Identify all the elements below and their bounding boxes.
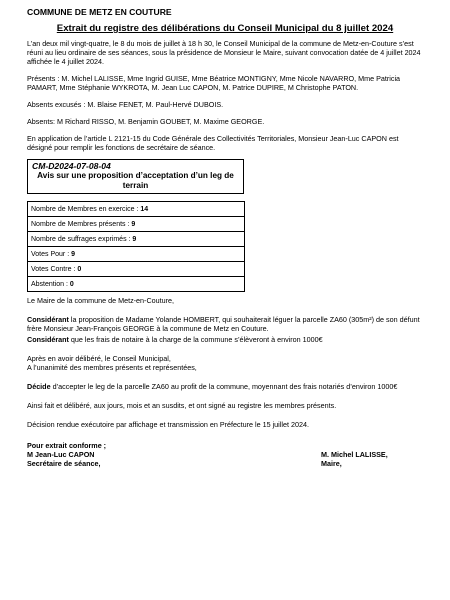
signature-left xyxy=(27,441,106,468)
certified-label: Pour extrait conforme ; xyxy=(27,441,107,450)
vote-cell xyxy=(28,262,245,277)
vote-cell xyxy=(28,247,245,262)
vote-label: Votes Contre : xyxy=(31,265,78,273)
mayor-line: Le Maire de la commune de Metz-en-Couture, xyxy=(27,296,175,305)
vote-row xyxy=(28,202,245,217)
signature-right xyxy=(321,441,423,468)
secretary-name: M Jean-Luc CAPON xyxy=(27,450,95,459)
deliberation-reference-box xyxy=(27,159,244,194)
vote-label: Abstention : xyxy=(31,280,70,288)
vote-cell xyxy=(28,232,245,247)
vote-cell xyxy=(28,202,245,217)
unanimity-line: A l’unanimité des membres présents et représentées, xyxy=(27,363,197,372)
decision-lead: Décide xyxy=(27,382,51,391)
present-members: Présents : M. Michel LALISSE, Mme Ingrid GUISE, Mme Béatrice MONTIGNY, Mme Nicole NAVARRO, Mme Patricia PAMART, Mme Stéphanie WYKROTA, M. Jean Luc CAPON, M. Patrice DUPIRE, M Christophe PATON. xyxy=(27,74,401,92)
consideration-2-lead: Considérant xyxy=(27,335,69,344)
vote-label: Nombre de Membres présents : xyxy=(31,220,132,228)
consideration-1-lead: Considérant xyxy=(27,315,69,324)
document-page xyxy=(27,8,423,468)
commune-name: COMMUNE DE METZ EN COUTURE xyxy=(27,7,172,17)
decision xyxy=(27,382,423,391)
vote-value: 9 xyxy=(132,235,137,243)
consideration-1 xyxy=(27,315,423,333)
vote-label: Nombre de Membres en exercice : xyxy=(31,205,141,213)
consideration-2-text: que les frais de notaire à la charge de la commune s’élèveront à environ 1000€ xyxy=(68,335,323,344)
secretary-role: Secrétaire de séance, xyxy=(27,459,101,468)
excused-members: Absents excusés : M. Blaise FENET, M. Paul-Hervé DUBOIS. xyxy=(27,100,224,109)
vote-row xyxy=(28,277,245,292)
deliberation-code: CM-D2024-07-08-04 xyxy=(32,161,111,171)
vote-label: Nombre de suffrages exprimés : xyxy=(31,235,133,243)
vote-row xyxy=(28,232,245,247)
vote-cell xyxy=(28,217,245,232)
document-title: Extrait du registre des délibérations du Conseil Municipal du 8 juillet 2024 xyxy=(56,23,394,34)
intro-paragraph: L’an deux mil vingt-quatre, le 8 du mois de juillet à 18 h 30, le Conseil Municipal de la commune de Metz-en-Couture s’est réuni au lieu ordinaire de ses séances, sous la présidence de Monsieur le Maire, suivant convocation datée de 4 juillet 2024 affichée le 4 juillet 2024. xyxy=(27,39,421,66)
done-line: Ainsi fait et délibéré, aux jours, mois et an susdits, et ont signé au registre les membres présents. xyxy=(27,401,337,410)
absent-members: Absents: M Richard RISSO, M. Benjamin GOUBET, M. Maxime GEORGE. xyxy=(27,117,265,126)
consideration-1-text: la proposition de Madame Yolande HOMBERT, qui souhaiterait léguer la parcelle ZA60 (305m²) de son défunt frère Monsieur Jean-François GEORGE à la commune de Metz en Couture. xyxy=(27,315,420,333)
vote-cell xyxy=(28,277,245,292)
vote-value: 0 xyxy=(69,280,74,288)
vote-value: 9 xyxy=(131,220,136,228)
executory-line: Décision rendue exécutoire par affichage et transmission en Préfecture le 15 juillet 2024. xyxy=(27,420,309,429)
after-deliberation: Après en avoir délibéré, le Conseil Municipal, xyxy=(27,354,171,363)
mayor-name: M. Michel LALISSE, xyxy=(321,450,388,459)
secretary-designation: En application de l’article L 2121-15 du Code Générale des Collectivités Territoriales, Monsieur Jean-Luc CAPON est désigné pour remplir les fonctions de secrétaire de séance. xyxy=(27,134,399,152)
deliberation-subject: Avis sur une proposition d’acceptation d’un leg de terrain xyxy=(37,171,234,190)
mayor-role: Maire, xyxy=(321,459,342,468)
vote-value: 9 xyxy=(71,250,75,258)
consideration-2 xyxy=(27,335,423,344)
vote-row xyxy=(28,262,245,277)
vote-value: 0 xyxy=(77,265,82,273)
signature-block xyxy=(27,441,423,468)
vote-value: 14 xyxy=(140,205,149,213)
vote-row xyxy=(28,217,245,232)
vote-table xyxy=(27,201,245,292)
vote-row xyxy=(28,247,245,262)
vote-label: Votes Pour : xyxy=(31,250,72,258)
decision-text: d’accepter le leg de la parcelle ZA60 au profit de la commune, moyennant des frais notariés d’environ 1000€ xyxy=(50,382,398,391)
